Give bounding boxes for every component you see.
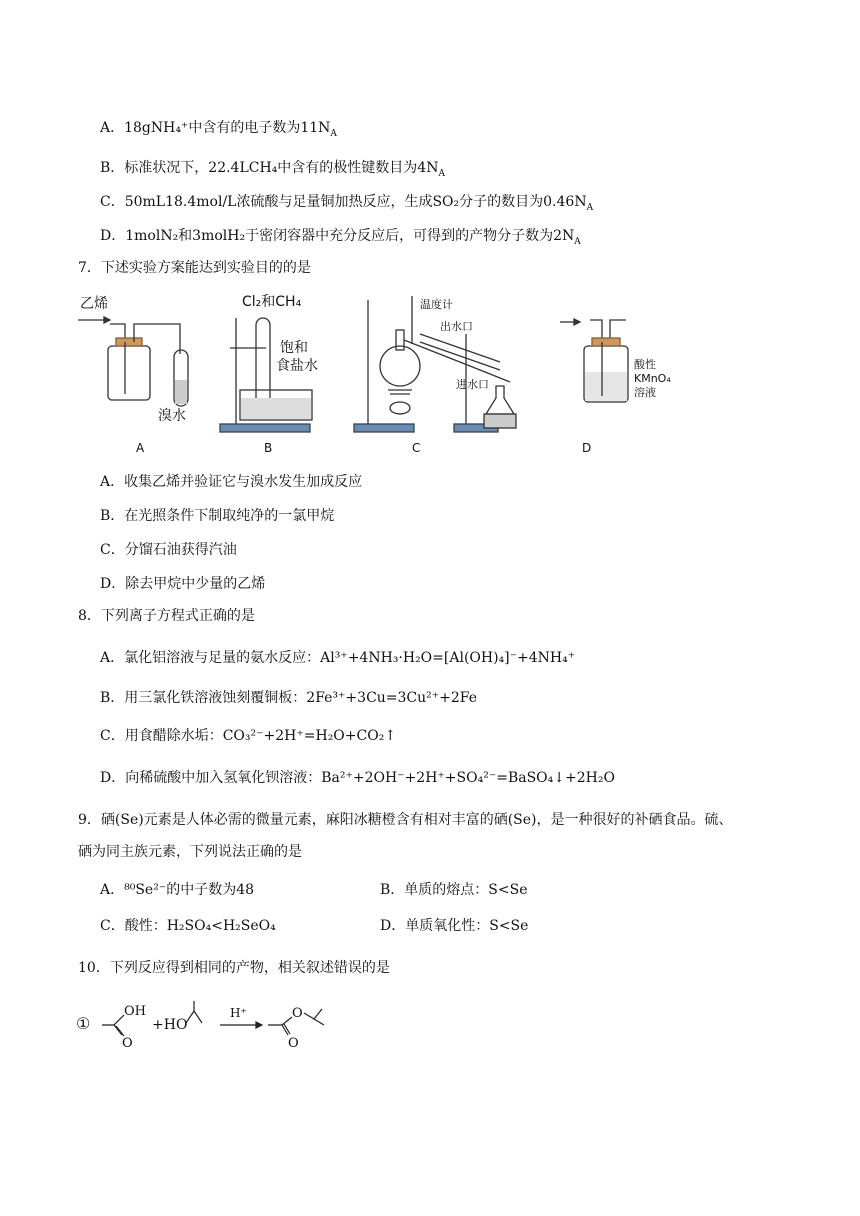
reagent-ho: +HO (152, 1017, 188, 1033)
fig-caption-d: D (582, 441, 592, 455)
fig-label-c-thermo: 温度计 (420, 298, 453, 311)
fig-caption-a: A (136, 441, 145, 455)
catalyst: H⁺ (230, 1006, 247, 1020)
q6-option-a: A．18gNH₄⁺中含有的电子数为$11N_A$ (100, 120, 337, 139)
q9-stem-line1: 9．硒(Se)元素是人体必需的微量元素，麻阳冰糖橙含有相对丰富的硒(Se)，是一种很好的补硒食品。硫、 (78, 812, 733, 828)
fig-caption-c: C (412, 441, 421, 455)
apparatus-d (560, 319, 671, 455)
fig-label-d-3: 溶液 (634, 386, 656, 399)
q8-option-a: A．氯化铝溶液与足量的氨水反应：Al³⁺+4NH₃·H₂O=[Al(OH)₄]⁻+4NH₄⁺ (100, 650, 576, 666)
q7-option-b: B．在光照条件下制取纯净的一氯甲烷 (100, 508, 335, 524)
q9-option-a: A．⁸⁰Se²⁻的中子数为48 (100, 882, 255, 898)
fig-label-c-out: 出水口 (440, 320, 473, 333)
apparatus-a (78, 295, 188, 455)
apparatus-c (354, 296, 516, 455)
q9-option-d: D．单质氧化性：S<Se (380, 918, 529, 934)
fig-label-d-2: KMnO₄ (634, 372, 671, 385)
q9-option-c: C．酸性：H₂SO₄<H₂SeO₄ (100, 918, 276, 934)
q8-option-c: C．用食醋除水垢：CO₃²⁻+2H⁺=H₂O+CO₂↑ (100, 728, 397, 744)
fig-label-b-liquid1: 饱和 (280, 340, 308, 356)
fig-label-d-1: 酸性 (634, 358, 656, 371)
q6-option-d: D．1molN₂和3molH₂于密闭容器中充分反应后，可得到的产物分子数为$2N_A$ (100, 228, 581, 247)
q8-option-b: B．用三氯化铁溶液蚀刻覆铜板：2Fe³⁺+3Cu=3Cu²⁺+2Fe (100, 690, 478, 706)
q7-option-c: C．分馏石油获得汽油 (100, 542, 237, 558)
apparatus-b (220, 294, 318, 455)
fig-caption-b: B (264, 441, 273, 455)
q7-apparatus-figure (70, 290, 790, 460)
ester-carbonyl-o: O (288, 1036, 299, 1051)
q7-option-d: D．除去甲烷中少量的乙烯 (100, 576, 266, 592)
q7-stem: 7．下述实验方案能达到实验目的的是 (78, 260, 311, 276)
ester-o: O (292, 1006, 303, 1021)
q7-option-a: A．收集乙烯并验证它与溴水发生加成反应 (100, 474, 363, 490)
acid-o: O (122, 1036, 133, 1051)
fig-label-a-liquid: 溴水 (158, 408, 186, 424)
fig-label-a-gas: 乙烯 (80, 296, 108, 312)
q8-option-d: D．向稀硫酸中加入氢氧化钡溶液：Ba²⁺+2OH⁻+2H⁺+SO₄²⁻=BaSO₄↓+2H₂O (100, 770, 615, 786)
fig-label-c-in: 进水口 (456, 378, 489, 391)
fig-label-b-liquid2: 食盐水 (276, 358, 318, 374)
q8-stem: 8．下列离子方程式正确的是 (78, 608, 255, 624)
q10-reaction-equation (70, 995, 370, 1055)
eq-number: ① (76, 1014, 91, 1033)
q9-stem-line2: 硒为同主族元素，下列说法正确的是 (78, 844, 302, 860)
fig-label-b-gas: Cl₂和CH₄ (242, 294, 302, 310)
q10-stem: 10．下列反应得到相同的产物，相关叙述错误的是 (78, 960, 390, 976)
acid-oh: OH (124, 1004, 146, 1019)
q6-option-c: C．50mL18.4mol/L浓硫酸与足量铜加热反应，生成SO₂分子的数目为$0.46N_A$ (100, 194, 594, 213)
q6-option-b: B．标准状况下，22.4LCH₄中含有的极性键数目为$4N_A$ (100, 160, 445, 179)
q9-option-b: B．单质的熔点：S<Se (380, 882, 528, 898)
